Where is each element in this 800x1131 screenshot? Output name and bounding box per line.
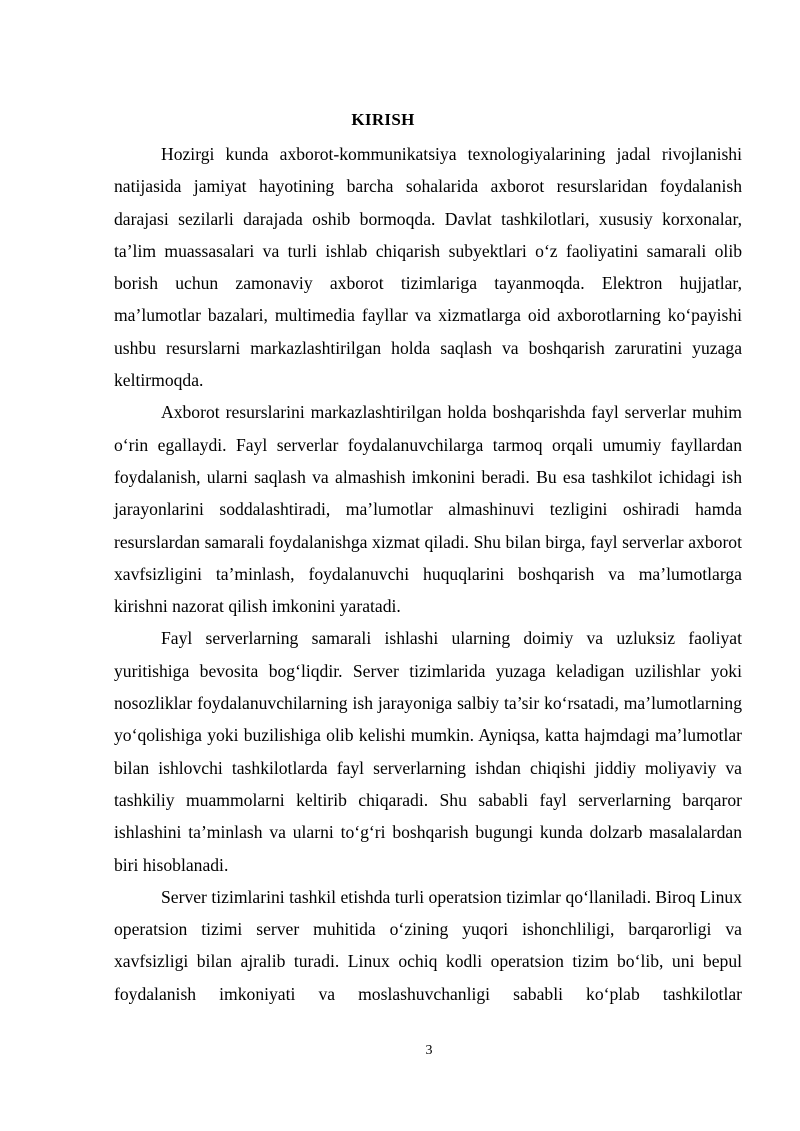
section-heading: KIRISH <box>351 110 415 129</box>
paragraph-2: Axborot resurslarini markazlashtirilgan holda boshqarishda fayl serverlar muhim o‘rin egallaydi. Fayl serverlar foydalanuvchilarga tarmoq orqali umumiy fayllardan foydalanish, ularni saqlash va almashish imkonini beradi. Bu esa tashkilot ichidagi ish jarayonlarini soddalashtiradi, ma’lumotlar almashinuvi tezligini oshiradi hamda resurslardan samarali foydalanishga xizmat qiladi. Shu bilan birga, fayl serverlar axborot xavfsizligini ta’minlash, foydalanuvchi huquqlarini boshqarish va ma’lumotlarga kirishni nazorat qilish imkonini yaratadi. <box>114 402 742 617</box>
page-number: 3 <box>425 1043 433 1058</box>
body-text <box>114 138 742 1010</box>
paragraph-1: Hozirgi kunda axborot-kommunikatsiya texnologiyalarining jadal rivojlanishi natijasida jamiyat hayotining barcha sohalarida axborot resurslaridan foydalanish darajasi sezilarli darajada oshib bormoqda. Davlat tashkilotlari, xususiy korxonalar, ta’lim muassasalari va turli ishlab chiqarish subyektlari o‘z faoliyatini samarali olib borish uchun zamonaviy axborot tizimlariga tayanmoqda. Elektron hujjatlar, ma’lumotlar bazalari, multimedia fayllar va xizmatlarga oid axborotlarning ko‘payishi ushbu resurslarni markazlashtirilgan holda saqlash va boshqarish zaruratini yuzaga keltirmoqda. <box>114 144 742 391</box>
paragraph-4: Server tizimlarini tashkil etishda turli operatsion tizimlar qo‘llaniladi. Biroq Linux operatsion tizimi server muhitida o‘zining yuqori ishonchliligi, barqarorligi va xavfsizligi bilan ajralib turadi. Linux ochiq kodli operatsion tizim bo‘lib, uni bepul foydalanish imkoniyati va moslashuvchanligi sababli ko‘plab tashkilotlar <box>114 886 742 1004</box>
paragraph-3: Fayl serverlarning samarali ishlashi ularning doimiy va uzluksiz faoliyat yuritishiga bevosita bog‘liqdir. Server tizimlarida yuzaga keladigan uzilishlar yoki nosozliklar foydalanuvchilarning ish jarayoniga salbiy ta’sir ko‘rsatadi, ma’lumotlarning yo‘qolishiga yoki buzilishiga olib kelishi mumkin. Ayniqsa, katta hajmdagi ma’lumotlar bilan ishlovchi tashkilotlarda fayl serverlarning ishdan chiqishi jiddiy moliyaviy va tashkiliy muammolarni keltirib chiqaradi. Shu sababli fayl serverlarning barqaror ishlashini ta’minlash va ularni to‘g‘ri boshqarish bugungi kunda dolzarb masalalardan biri hisoblanadi. <box>114 628 742 875</box>
